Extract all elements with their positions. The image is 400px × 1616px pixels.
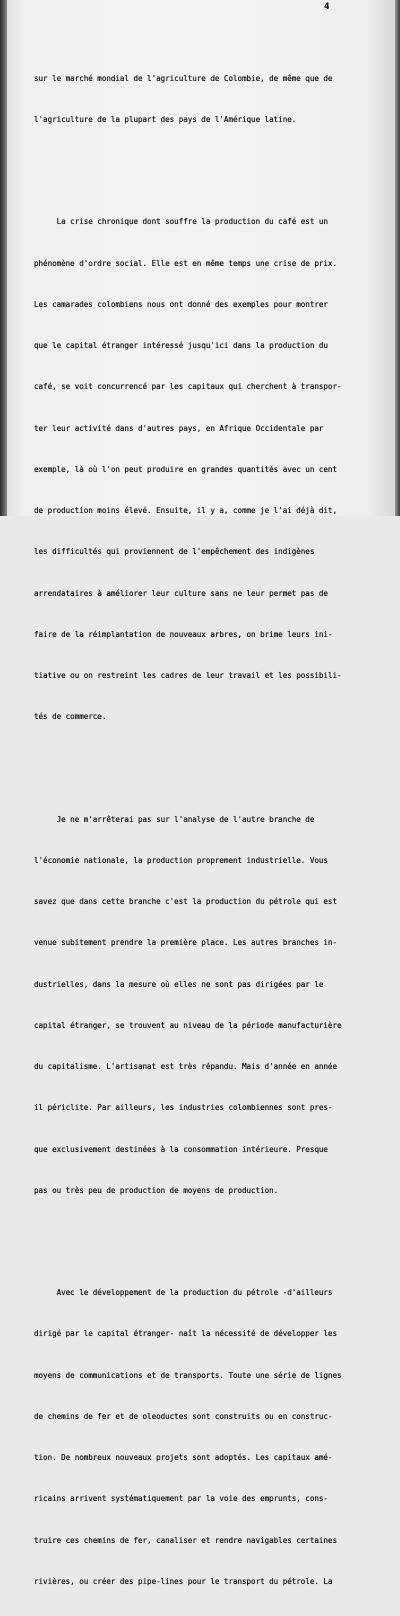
text-line: faire de la réimplantation de nouveaux arbres, on brime leurs ini- <box>34 629 333 639</box>
text-line: que le capital étranger intéressé jusqu'ici dans la production du <box>34 341 328 350</box>
text-line: que exclusivement destinées à la consommation intérieure. Presque <box>34 1144 328 1154</box>
text-line: de production moins élevé. Ensuite, il y a, comme je l'ai déjà dit, <box>34 506 337 515</box>
page-marker: 4 <box>324 2 330 12</box>
text-line: venue subitement prendre la première place. Les autres branches in- <box>34 938 337 948</box>
text-line: l'agriculture de la plupart des pays de l'Amérique latine. <box>34 115 297 124</box>
text-line: les difficultés qui proviennent de l'empêchement des indigènes <box>34 547 315 557</box>
text-line: moyens de communications et de transports. Toute une série de lignes <box>34 1370 342 1380</box>
text-line: tiative ou on restreint les cadres de leur travail et les possibili- <box>34 671 342 680</box>
text-line: pas ou très peu de production de moyens de production. <box>34 1185 279 1195</box>
text-line: exemple, là où l'on peut produire en grandes quantités avec un cent <box>34 464 337 474</box>
text-line: rivières, ou créer des pipe-lines pour le transport du pétrole. La <box>34 1576 333 1586</box>
text-line: de chemins de fer et de oleoductes sont construits ou en construc- <box>34 1411 333 1421</box>
text-line: arrendataires à améliorer leur culture sans ne leur permet pas de <box>34 588 328 598</box>
text-line: truire ces chemins de fer, canaliser et rendre navigables certaines <box>34 1535 337 1545</box>
text-line: dirigé par le capital étranger- naît la nécessité de développer les <box>34 1329 337 1339</box>
text-line: savez que dans cette branche c'est la production du pétrole qui est <box>34 897 337 906</box>
text-line: ter leur activité dans d'autres pays, en Afrique Occidentale par <box>34 423 324 433</box>
text-line: La crise chronique dont souffre la production du café est un <box>34 217 328 227</box>
text-line: dustrielles, dans la mesure où elles ne sont pas dirigées par le <box>34 979 324 989</box>
text-line: capital étranger, se trouvent au niveau de la période manufacturière <box>34 1020 342 1030</box>
page-left-edge-shadow <box>0 0 7 516</box>
text-line: sur le marché mondial de l'agriculture de Colombie, de même que de <box>34 73 333 83</box>
text-line: du capitalisme. L'artisanat est très répandu. Mais d'année en année <box>34 1062 337 1071</box>
page-right-edge-shadow <box>395 0 400 516</box>
text-line: phénomène d'ordre social. Elle est en même temps une crise de prix. <box>34 258 337 268</box>
text-line: tion. De nombreux nouveaux projets sont adoptés. Les capitaux amé- <box>34 1453 333 1462</box>
text-line: Avec le développement de la production du pétrole -d'ailleurs <box>34 1288 333 1297</box>
text-line: il périclite. Par ailleurs, les industries colombiennes sont pres- <box>34 1103 333 1113</box>
document-body <box>34 3 378 1616</box>
text-line: Les camarades colombiens nous ont donné des exemples pour montrer <box>34 299 328 309</box>
text-line: Je ne m'arrêterai pas sur l'analyse de l'autre branche de <box>34 814 315 824</box>
text-line: ricains arrivent systématiquement par la voie des emprunts, cons- <box>34 1494 328 1504</box>
text-line: café, se voit concurrencé par les capitaux qui cherchent à transpor- <box>34 382 342 392</box>
text-line: l'économie nationale, la production proprement industrielle. Vous <box>34 855 328 865</box>
text-line: tés de commerce. <box>34 712 107 722</box>
